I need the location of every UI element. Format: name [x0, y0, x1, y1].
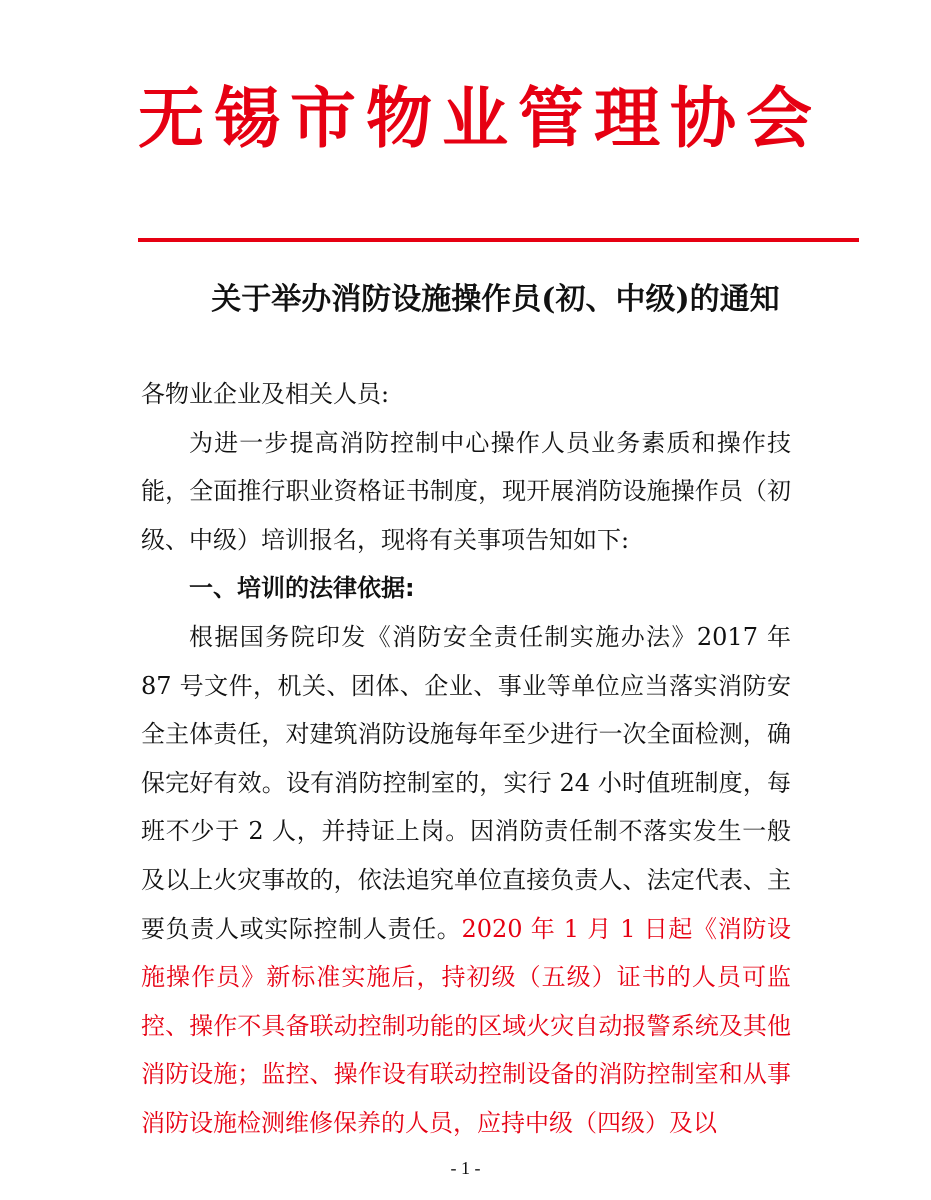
intro-paragraph: 为进一步提高消防控制中心操作人员业务素质和操作技能，全面推行职业资格证书制度，现开展消防设施操作员（初级、中级）培训报名，现将有关事项告知如下: — [141, 428, 791, 554]
section-heading-legal-basis: 一、培训的法律依据: — [189, 574, 415, 603]
highlighted-standard-text: 2020 年 1 月 1 日起《消防设施操作员》新标准实施后，持初级（五级）证书的人员可监控、操作不具备联动控制功能的区域火灾自动报警系统及其他消防设施；监控、操作设有联动控制设备的消防控制室和从事消防设施检测维修保养的人员，应持中级（四级）及以 — [141, 914, 792, 1137]
salutation: 各物业企业及相关人员: — [141, 380, 390, 408]
document-body — [141, 370, 791, 1148]
document-title: 关于举办消防设施操作员(初、中级)的通知 — [211, 282, 780, 317]
page-number: - 1 - — [450, 1158, 481, 1178]
legal-basis-text: 根据国务院印发《消防安全责任制实施办法》2017 年 87 号文件，机关、团体、企业、事业等单位应当落实消防安全主体责任，对建筑消防设施每年至少进行一次全面检测，确保完好有效。设有消防控制室的，实行 24 小时值班制度，每班不少于 2 人，并持证上岗。因消防责任制不落实发生一般及以上火灾事故的，依法追究单位直接负责人、法定代表、主要负责人或实际控制人责任。 — [141, 622, 791, 943]
legal-basis-paragraph — [141, 613, 791, 1148]
organization-letterhead: 无锡市物业管理协会 — [138, 80, 822, 157]
letterhead-red-rule — [138, 238, 859, 242]
